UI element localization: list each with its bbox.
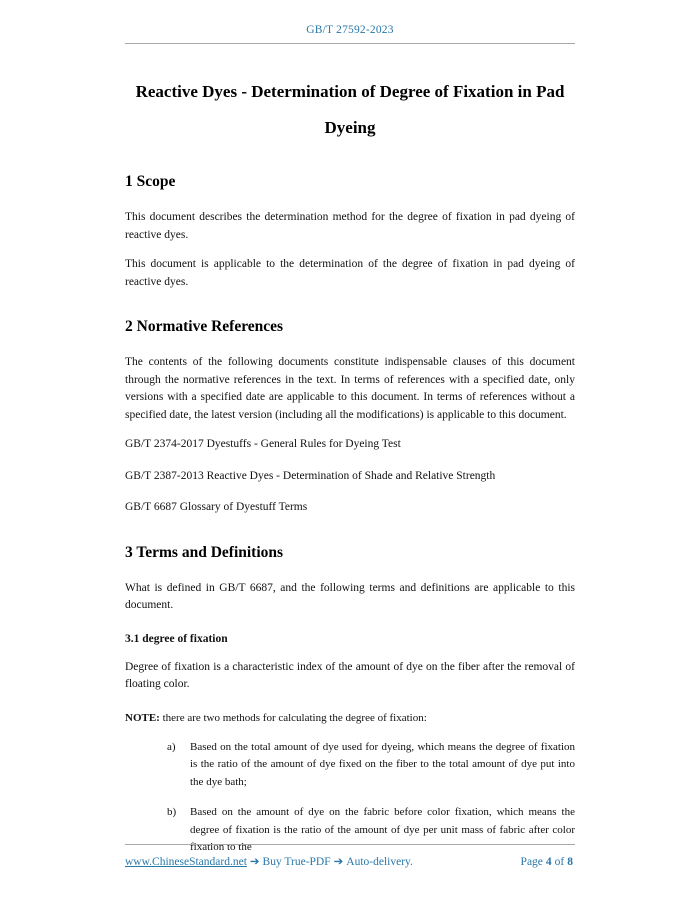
footer-row <box>125 854 575 868</box>
document-body <box>125 173 575 857</box>
page-indicator <box>520 856 575 868</box>
note-paragraph <box>125 710 575 727</box>
footer-step1: Buy True-PDF <box>262 856 331 868</box>
arrow-icon: ➔ <box>249 856 260 868</box>
page-of-label: of <box>554 856 565 868</box>
list-text-a: Based on the total amount of dye used for dyeing, which means the degree of fixation is the ratio of the amount of dye fixed on the fiber to the total amount of dye put into the dye bath; <box>190 740 575 788</box>
footer-link[interactable]: www.ChineseStandard.net <box>125 856 247 868</box>
footer-step2: Auto-delivery. <box>346 856 413 868</box>
reference-item-1: GB/T 2374-2017 Dyestuffs - General Rules for Dyeing Test <box>125 438 401 450</box>
note-text: there are two methods for calculating the degree of fixation: <box>159 711 427 724</box>
page-label: Page <box>520 856 543 868</box>
footer-left <box>125 854 413 868</box>
term-definition-paragraph: Degree of fixation is a characteristic index of the amount of dye on the fiber after the removal of floating color. <box>125 660 575 690</box>
header-rule <box>125 43 575 44</box>
list-text-b: Based on the amount of dye on the fabric before color fixation, which means the degree of fixation is the ratio of the amount of dye per unit mass of fabric after color fixation to the <box>190 806 575 853</box>
document-title-line2: Dyeing <box>324 118 376 137</box>
document-title <box>0 74 700 146</box>
list-item-a <box>167 739 575 792</box>
terms-intro-paragraph: What is defined in GB/T 6687, and the following terms and definitions are applicable to this document. <box>125 581 575 611</box>
page-number: 4 <box>545 856 552 868</box>
scope-paragraph-1: This document describes the determination method for the degree of fixation in pad dyeing of reactive dyes. <box>125 211 575 241</box>
reference-item-2: GB/T 2387-2013 Reactive Dyes - Determination of Shade and Relative Strength <box>125 469 496 482</box>
normative-intro-paragraph: The contents of the following documents constitute indispensable clauses of this document through the normative references in the text. In terms of references with a specified date, only versions with a specified date are applicable to this document. In terms of references without a specified date, the latest version (including all the modifications) is applicable to this document. <box>125 356 575 421</box>
note-label: NOTE: <box>125 711 160 724</box>
reference-item-3: GB/T 6687 Glossary of Dyestuff Terms <box>125 501 308 513</box>
document-footer <box>125 844 575 868</box>
footer-rule <box>125 844 575 845</box>
list-label-b: b) <box>167 806 177 818</box>
scope-paragraph-2: This document is applicable to the determination of the degree of fixation in pad dyeing of reactive dyes. <box>125 258 575 288</box>
note-list <box>167 739 575 857</box>
section-heading-scope: 1 Scope <box>125 173 176 190</box>
document-title-line1: Reactive Dyes - Determination of Degree of Fixation in Pad <box>135 82 565 101</box>
doc-number: GB/T 27592-2023 <box>306 24 394 36</box>
page-total: 8 <box>567 856 573 868</box>
list-label-a: a) <box>167 740 176 753</box>
section-heading-normative-references: 2 Normative References <box>125 318 284 335</box>
section-heading-terms-definitions: 3 Terms and Definitions <box>125 543 284 561</box>
arrow-icon: ➔ <box>333 856 344 868</box>
term-subheading-degree-of-fixation: 3.1 degree of fixation <box>125 632 228 645</box>
